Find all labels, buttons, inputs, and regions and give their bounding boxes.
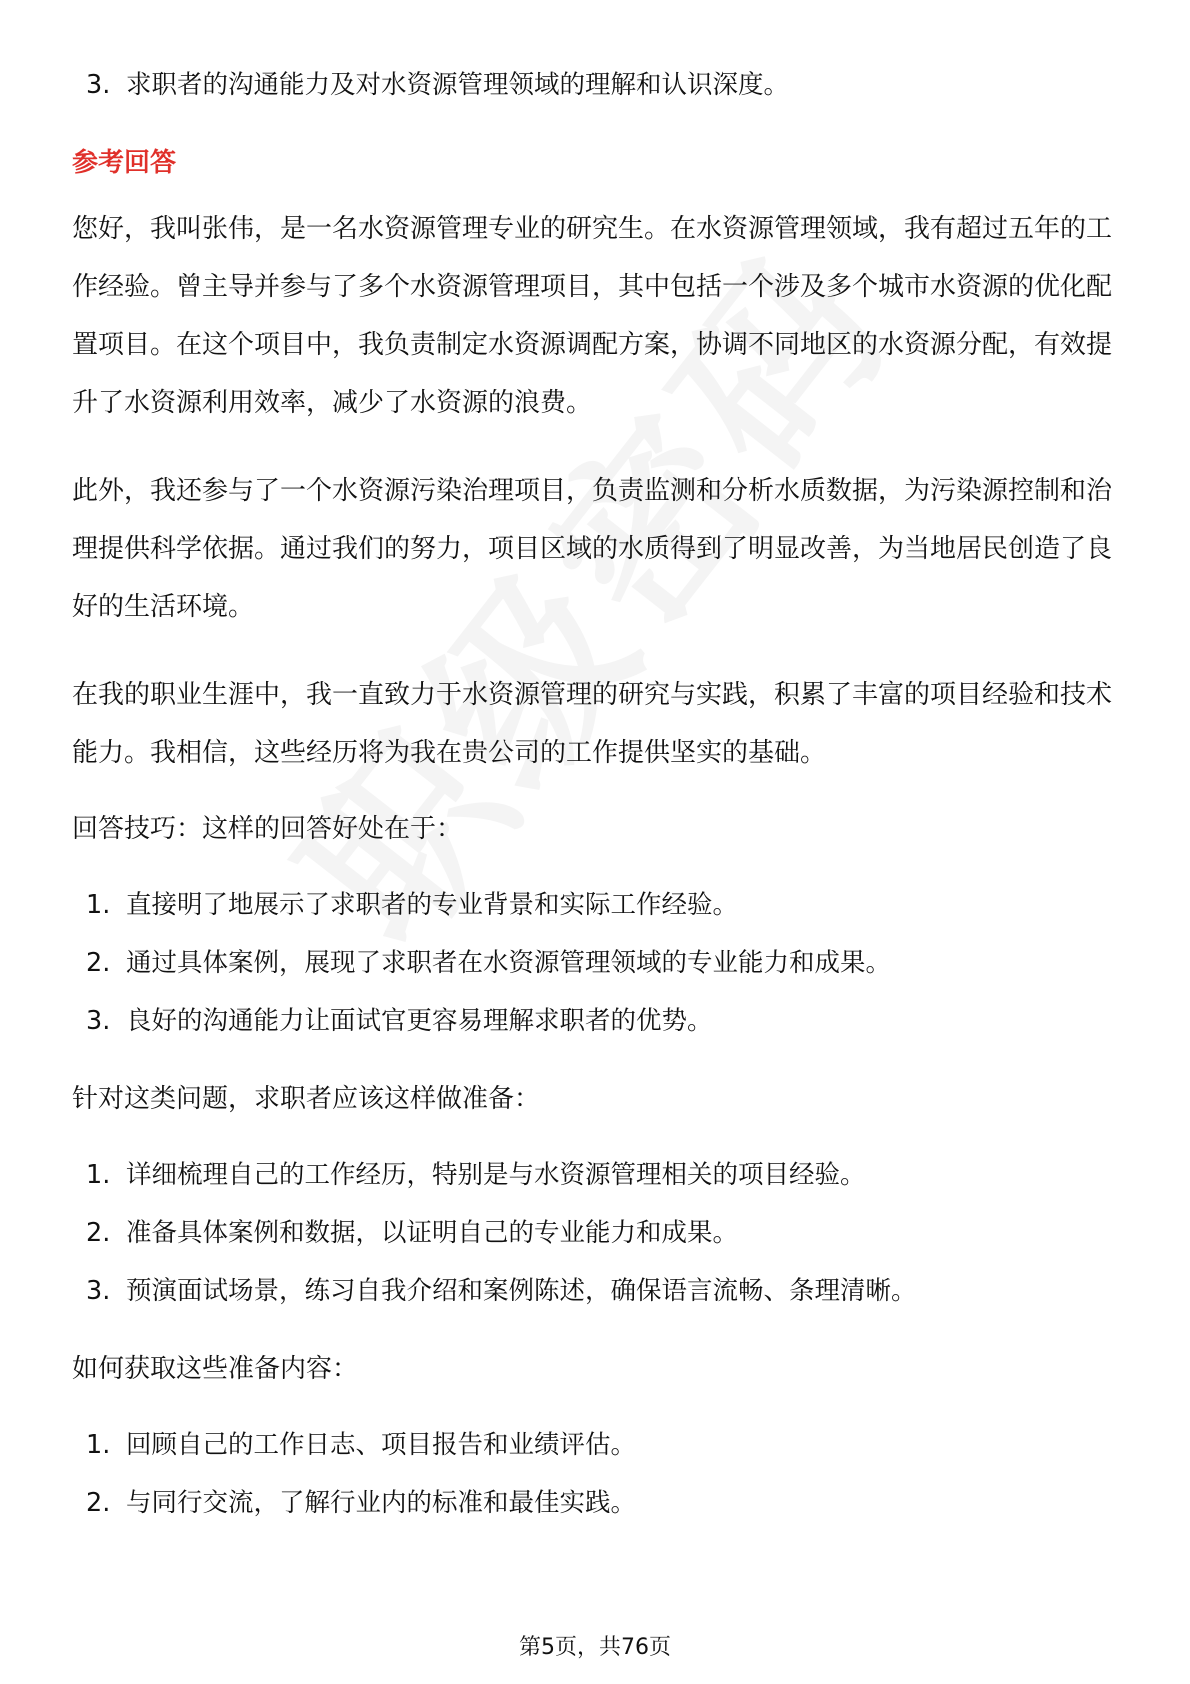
list-number: 2. bbox=[86, 1218, 111, 1248]
list-text: 求职者的沟通能力及对水资源管理领域的理解和认识深度。 bbox=[126, 70, 790, 100]
preparation-list bbox=[72, 1146, 1122, 1320]
list-item bbox=[72, 56, 1122, 114]
list-number: 1. bbox=[86, 890, 111, 920]
list-item bbox=[72, 876, 1122, 934]
answer-paragraph: 在我的职业生涯中，我一直致力于水资源管理的研究与实践，积累了丰富的项目经验和技术能力。我相信，这些经历将为我在贵公司的工作提供坚实的基础。 bbox=[72, 680, 1113, 768]
tips-list bbox=[72, 876, 1122, 1050]
page-content bbox=[72, 56, 1122, 1532]
tips-label: 回答技巧：这样的回答好处在于： bbox=[72, 814, 463, 844]
list-item bbox=[72, 1474, 1122, 1532]
list-text: 详细梳理自己的工作经历，特别是与水资源管理相关的项目经验。 bbox=[126, 1160, 866, 1190]
top-list bbox=[72, 56, 1122, 114]
list-item bbox=[72, 1416, 1122, 1474]
list-item bbox=[72, 1262, 1122, 1320]
answer-paragraph: 您好，我叫张伟，是一名水资源管理专业的研究生。在水资源管理领域，我有超过五年的工作经验。曾主导并参与了多个水资源管理项目，其中包括一个涉及多个城市水资源的优化配置项目。在这个项目中，我负责制定水资源调配方案，协调不同地区的水资源分配，有效提升了水资源利用效率，减少了水资源的浪费。 bbox=[72, 214, 1113, 418]
obtain-label: 如何获取这些准备内容： bbox=[72, 1354, 359, 1384]
answer-paragraph: 此外，我还参与了一个水资源污染治理项目，负责监测和分析水质数据，为污染源控制和治理提供科学依据。通过我们的努力，项目区域的水质得到了明显改善，为当地居民创造了良好的生活环境。 bbox=[72, 476, 1113, 622]
list-item bbox=[72, 1146, 1122, 1204]
list-item bbox=[72, 1204, 1122, 1262]
obtain-list bbox=[72, 1416, 1122, 1532]
list-number: 3. bbox=[86, 70, 111, 100]
preparation-label: 针对这类问题，求职者应该这样做准备： bbox=[72, 1084, 541, 1114]
list-number: 1. bbox=[86, 1430, 111, 1460]
reference-answer-heading: 参考回答 bbox=[72, 148, 177, 178]
list-text: 回顾自己的工作日志、项目报告和业绩评估。 bbox=[126, 1430, 637, 1460]
list-text: 预演面试场景，练习自我介绍和案例陈述，确保语言流畅、条理清晰。 bbox=[126, 1276, 917, 1306]
list-number: 2. bbox=[86, 948, 111, 978]
list-text: 良好的沟通能力让面试官更容易理解求职者的优势。 bbox=[126, 1006, 713, 1036]
list-number: 1. bbox=[86, 1160, 111, 1190]
list-number: 3. bbox=[86, 1276, 111, 1306]
list-text: 直接明了地展示了求职者的专业背景和实际工作经验。 bbox=[126, 890, 739, 920]
page-footer: 第5页，共76页 bbox=[519, 1635, 671, 1660]
list-text: 准备具体案例和数据，以证明自己的专业能力和成果。 bbox=[126, 1218, 739, 1248]
list-number: 3. bbox=[86, 1006, 111, 1036]
list-text: 通过具体案例，展现了求职者在水资源管理领域的专业能力和成果。 bbox=[126, 948, 892, 978]
list-number: 2. bbox=[86, 1488, 111, 1518]
list-text: 与同行交流，了解行业内的标准和最佳实践。 bbox=[126, 1488, 637, 1518]
list-item bbox=[72, 992, 1122, 1050]
list-item bbox=[72, 934, 1122, 992]
